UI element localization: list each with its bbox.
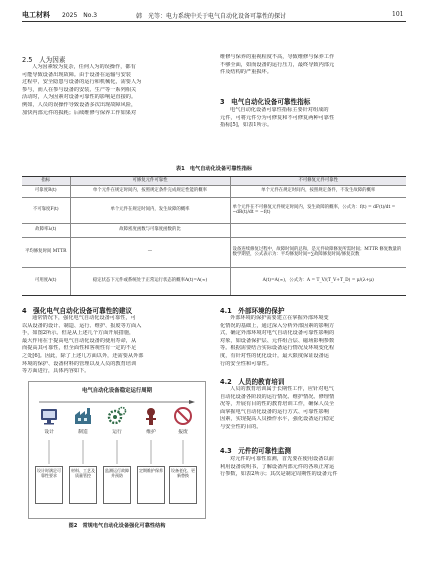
section-4-2-body	[220, 386, 406, 432]
text-line: 指标[5]，如表1所示。	[220, 122, 273, 129]
text-line: 手，如图2所示。但是从上述几个方面开展措施，	[22, 330, 135, 337]
text-line: 行的安全性和可靠性。	[220, 360, 272, 367]
text-line: 等。根据需要结合实际设备运行情况及环境变化程	[220, 345, 335, 352]
text-line: 况等，开展有目的性的教育培训工作，确保人员全	[220, 401, 335, 408]
table-row	[22, 197, 406, 223]
table-cell: 单个元件在规定时间内，按照规定条件，不发生故障的概率	[230, 185, 406, 197]
text-line: 而提高其可靠性，但全面性和客观性有一定的不足	[22, 345, 137, 352]
page-number: 101	[392, 11, 404, 18]
section-4-body	[22, 315, 208, 376]
section-heading-4-2: 4.2 人员的教育培训	[220, 378, 285, 386]
text-line: 加快内部元件的损耗；后续维修与保养工作如果对	[22, 109, 137, 116]
stage-label-manufacture: 制造	[78, 430, 88, 435]
text-line: 之处[6]。因此，除了上述几方面以外，还需要从外部	[22, 352, 144, 359]
text-line: 可能导致设备出现故障。由于设备在运输与安装	[22, 71, 131, 78]
text-line: 过程中，安全隐患与设备的运行和机械化，需要人为	[22, 79, 142, 86]
text-line: 元件，可将元件分为可修复和不可修复两种可靠性	[220, 114, 335, 121]
table-cell: A(t)=A(∞)，公式为：A = T_V/(T_V+T_D) = μ/(λ+μ)	[230, 267, 406, 295]
table-cell: 可用度A(t)	[22, 267, 70, 295]
table-cell: 稳定状态下元件或系统处于正常运行状态的概率A(t)=A(∞)	[70, 267, 230, 295]
table-row	[22, 185, 406, 197]
text-line: 例如，人员的误操作导致设备多次出现故障风险，	[22, 101, 137, 108]
table-cell: 单个元件在规定时间内，发生故障的概率	[70, 197, 230, 223]
text-line: 式，确定外部环境对电气自动化设备可靠性影响的	[220, 330, 335, 337]
issue-number: 2025 No.3	[62, 12, 98, 19]
text-line: 化情况的基础上，通过深入分析外部因素的影响方	[220, 322, 335, 329]
figure-caption: 图2 常规电气自动化设备强化可靠性结构	[68, 523, 166, 529]
section-2-5-body	[22, 64, 208, 117]
section-4-3-body	[220, 456, 406, 479]
text-line: 件及结构的严重损坏。	[220, 69, 272, 76]
table-row	[22, 267, 406, 295]
table-cell: 平均修复时间 MTTR	[22, 237, 70, 267]
table-cell: 单个元件在规定时间内，按照规定条件完成规定性能的概率	[70, 185, 230, 197]
section-heading-4-3: 4.3 元件的可靠性监测	[220, 447, 292, 455]
section-4-1-body	[220, 315, 406, 368]
stage-detail-operation: 监测运行故障并预防	[103, 466, 131, 504]
section-heading-2-5: 2.5 人为因素	[22, 56, 66, 64]
text-line: 度，有针对性的优化设计，最大限度保证设备运	[220, 352, 329, 359]
section-heading-3: 3 电气自动化设备可靠性指标	[220, 98, 311, 106]
text-line: 与安全性的目的。	[220, 423, 262, 430]
stage-detail-maintenance: 定期维护保养	[137, 466, 165, 504]
text-line: 不够全面，如而设备的运行压力，最终导致内部元	[220, 61, 335, 68]
stage-label-design: 设计	[44, 430, 54, 435]
text-line: 因素，实现提高人员操作水平，强化设备运行稳定	[220, 416, 335, 423]
running-title: 韩 光等：电力系统中关于电气自动化设备可靠性的探讨	[136, 13, 287, 20]
table-cell: 可靠度R(t)	[22, 185, 70, 197]
stage-label-operation: 运行	[112, 430, 122, 435]
figure-title: 电气自动化设备稳定运行周期	[81, 388, 153, 394]
recycle-icon	[173, 406, 193, 426]
stage-detail-manufacture: 材料、工艺及质量管控	[69, 466, 97, 504]
header-rule	[22, 21, 406, 22]
journal-name: 电工材料	[22, 11, 50, 19]
stage-detail-scrap: 设备老化、更新替换	[169, 466, 197, 504]
text-line: 利用设备说明书，了解设备内部元件的各项正常运	[220, 463, 335, 470]
text-line: 面掌握电气自动化设备的运行方式、可靠性影响	[220, 408, 329, 415]
text-line: 外部环境的保护需要建立在掌握外部环境变	[230, 315, 329, 321]
gears-icon	[107, 406, 127, 426]
text-line: 自动化设备各阶段的运行情况、维护情况、修理情	[220, 393, 335, 400]
text-line: 人员的教育培训属于长期性工作，应针对电气	[230, 386, 334, 392]
table-cell: 不可靠度F(t)	[22, 197, 70, 223]
table-cell: 故障率λ(t)	[22, 223, 70, 237]
text-line: 通常情况下，强化电气自动化设备可靠性，可	[32, 315, 136, 321]
factory-icon	[73, 406, 93, 426]
text-line: 人为因素较为复杂，任何人为的误操作，都有	[32, 64, 136, 70]
stage-label-scrap: 报废	[178, 430, 188, 435]
table-cell: —	[70, 237, 230, 267]
table-cell: 单个元件在不可修复元件规定时间内，发生故障的概率，公式为：f(t) = dF(t)/dt = −dR(t)/dt = −f(t)	[230, 197, 406, 223]
table-cell: 设备连续修复过程中，故障时间的总和，是元件故障修复所需时间；MTTR 修复数量的数学期望，公式表示为：平均修复时间=∑故障修复时间/修复次数	[230, 237, 406, 267]
table-header-cell: 可修复元件可靠性	[70, 177, 230, 186]
table-caption: 表1 电气自动化设备可靠性指标	[175, 166, 253, 172]
section-heading-4: 4 强化电气自动化设备可靠性的建议	[22, 307, 133, 315]
text-line: 活动时，人为因素对设备可靠性的影响是直接的。	[22, 94, 137, 101]
text-line: 对象，如设备保护层、元件组合层、磁场影响参数	[220, 337, 335, 344]
table-cell	[230, 223, 406, 237]
text-line: 等方面进行，具体内容如下。	[22, 368, 90, 375]
stage-label-maintenance: 维护	[146, 430, 156, 435]
stage-detail-design: 设计时满足可靠性要求	[35, 466, 63, 504]
text-line: 环境的保护、设备材料的管理以及人员的教育培训	[22, 360, 137, 367]
table-row	[22, 237, 406, 267]
text-line: 行参数，如表2所示；其次是制定周期性的设备元件	[220, 471, 338, 478]
section-heading-4-1: 4.1 外部环境的保护	[220, 307, 285, 315]
computer-icon	[39, 406, 59, 426]
stage-connectors	[29, 436, 205, 466]
text-line: 最大作用在于提高电气自动化设备的使用寿命，从	[22, 337, 137, 344]
text-line: 参与，而人在参与设备的安装、生产等一系列相关	[22, 86, 137, 93]
figure-reliability-cycle	[28, 381, 206, 519]
cycle-arrow	[39, 400, 195, 404]
wrench-icon	[141, 406, 161, 426]
reliability-index-table	[22, 176, 406, 296]
section-2-5-continued	[220, 54, 406, 77]
table-header-cell: 不可修复元件可靠性	[230, 177, 406, 186]
table-cell: 故障密度函数与可靠度函数的比	[70, 223, 230, 237]
text-line: 维修与保养的重视程度不高，导致维修与保养工作	[220, 54, 335, 60]
section-3-body	[220, 107, 406, 130]
table-row	[22, 223, 406, 237]
table-header-row	[22, 177, 406, 186]
table-header-cell: 指标	[22, 177, 70, 186]
text-line: 以从设备的设计、制造、运行、维护、报废等方面入	[22, 322, 142, 329]
text-line: 对元件的可靠性监测，首先要在使用设备以前	[230, 456, 334, 462]
text-line: 电气自动化设备可靠性指标主要针对组成的	[230, 107, 329, 113]
